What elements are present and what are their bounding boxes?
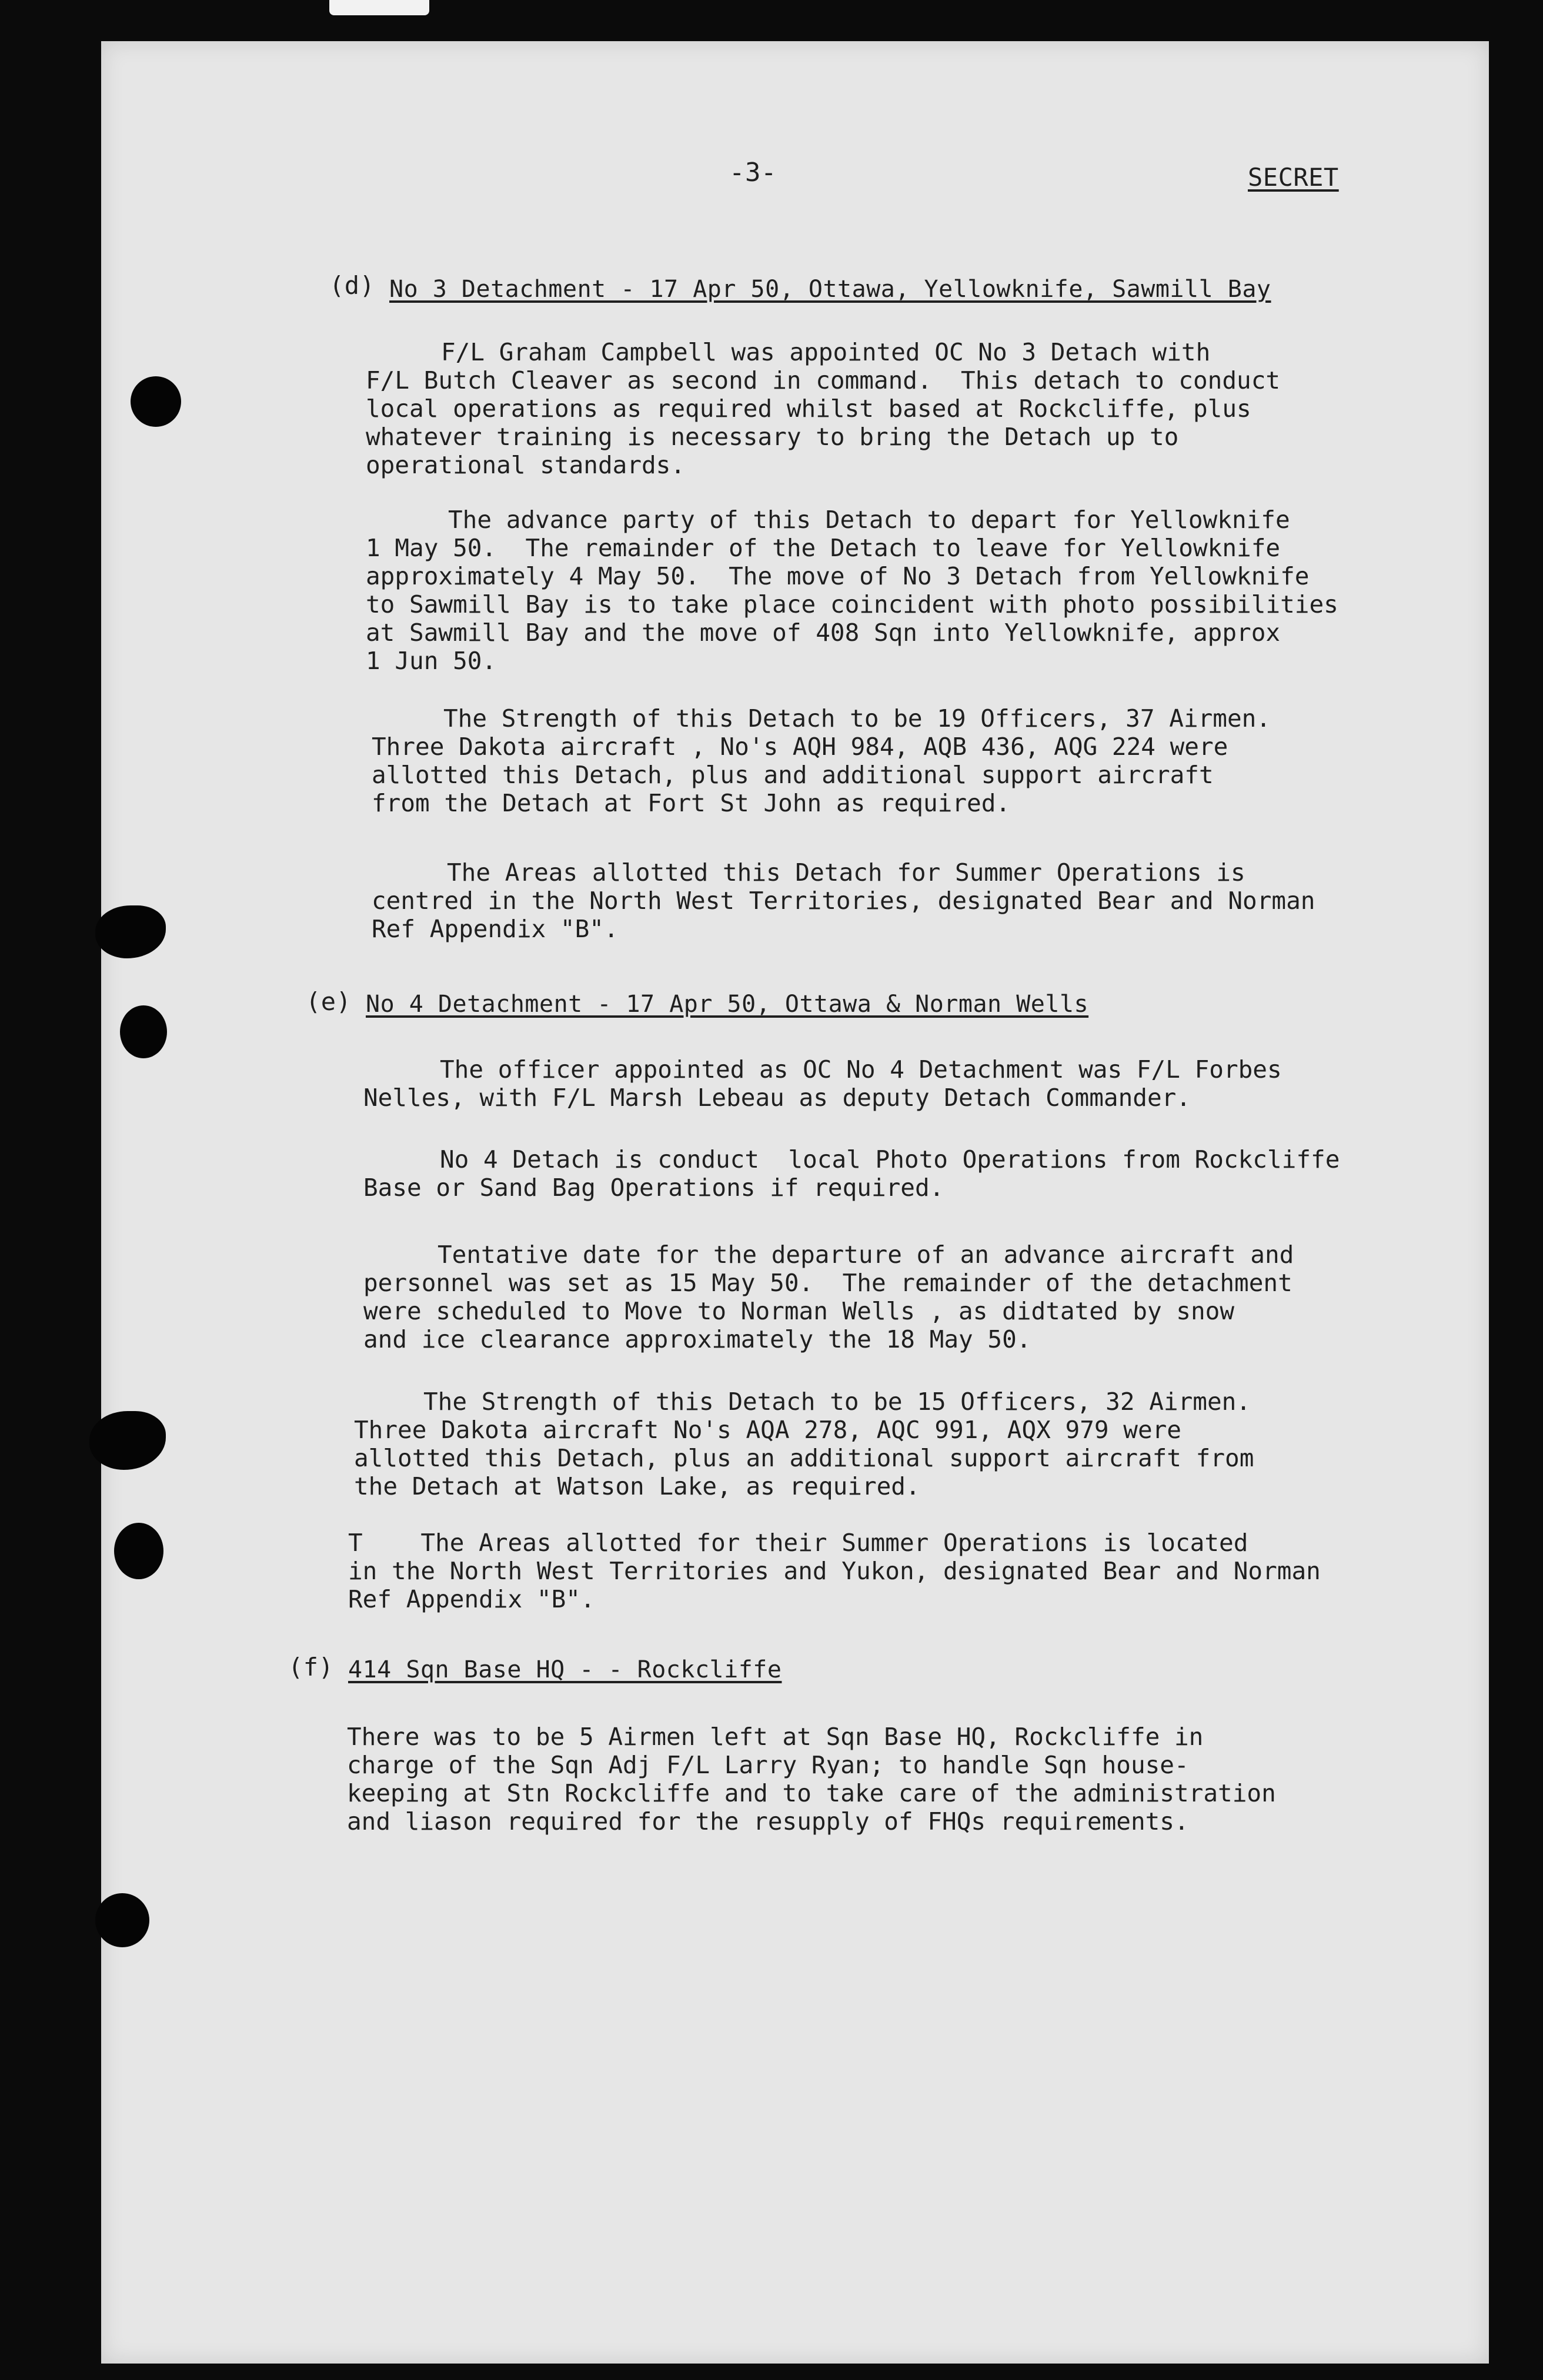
top-edge-mark — [329, 0, 429, 15]
ink-smudge-1 — [95, 905, 166, 958]
section-f-title: 414 Sqn Base HQ - - Rockcliffe — [348, 1656, 782, 1683]
section-f-paragraph-1: There was to be 5 Airmen left at Sqn Base HQ, Rockcliffe in charge of the Sqn Adj F/L Larry Ryan; to handle Sqn house- keeping at Stn Rockcliffe and to take care of the administration and liason required for the resupply of FHQs requirements. — [347, 1723, 1276, 1836]
document-page — [101, 41, 1489, 2364]
section-e-paragraph-1: The officer appointed as OC No 4 Detachment was F/L Forbes Nelles, with F/L Marsh Lebeau as deputy Detach Commander. — [363, 1055, 1282, 1112]
classification-label: SECRET — [1248, 163, 1339, 192]
punch-hole-4 — [95, 1893, 149, 1947]
section-d-title: No 3 Detachment - 17 Apr 50, Ottawa, Yellowknife, Sawmill Bay — [389, 276, 1271, 303]
page-number: -3- — [729, 158, 777, 188]
section-e-paragraph-5: T The Areas allotted for their Summer Operations is located in the North West Territories and Yukon, designated Bear and Norman Ref Appendix "B". — [348, 1529, 1321, 1613]
section-d-paragraph-2: The advance party of this Detach to depart for Yellowknife 1 May 50. The remainder of the Detach to leave for Yellowknife approximately 4 May 50. The move of No 3 Detach from Yellowknife to Sawmill Bay is to take place coincident with photo possibilities at Sawmill Bay and the move of 408 Sqn into Yellowknife, approx 1 Jun 50. — [366, 506, 1338, 675]
section-d-paragraph-4: The Areas allotted this Detach for Summer Operations is centred in the North West Territories, designated Bear and Norman Ref Appendix "B". — [372, 858, 1315, 943]
section-f-label: (f) — [288, 1653, 334, 1682]
section-e-title: No 4 Detachment - 17 Apr 50, Ottawa & Norman Wells — [366, 991, 1089, 1018]
punch-hole-3 — [114, 1523, 163, 1579]
punch-hole-2 — [120, 1005, 167, 1058]
section-d-label: (d) — [329, 271, 375, 300]
section-e-label: (e) — [306, 987, 352, 1016]
section-e-paragraph-2: No 4 Detach is conduct local Photo Operations from Rockcliffe Base or Sand Bag Operations if required. — [363, 1145, 1340, 1202]
punch-hole-1 — [131, 376, 181, 427]
section-d-paragraph-3: The Strength of this Detach to be 19 Officers, 37 Airmen. Three Dakota aircraft , No's AQH 984, AQB 436, AQG 224 were allotted this Detach, plus and additional support aircraft from the Detach at Fort St John as required. — [372, 704, 1271, 817]
section-e-paragraph-3: Tentative date for the departure of an advance aircraft and personnel was set as 15 May 50. The remainder of the detachment were scheduled to Move to Norman Wells , as didtated by snow and ice clearance approximately the 18 May 50. — [363, 1241, 1294, 1353]
ink-smudge-2 — [89, 1411, 166, 1470]
section-d-paragraph-1: F/L Graham Campbell was appointed OC No 3 Detach with F/L Butch Cleaver as second in command. This detach to conduct local operations as required whilst based at Rockcliffe, plus whatever training is necessary to bring the Detach up to operational standards. — [366, 338, 1281, 479]
section-e-paragraph-4: The Strength of this Detach to be 15 Officers, 32 Airmen. Three Dakota aircraft No's AQA 278, AQC 991, AQX 979 were allotted this Detach, plus an additional support aircraft from the Detach at Watson Lake, as required. — [354, 1388, 1254, 1500]
